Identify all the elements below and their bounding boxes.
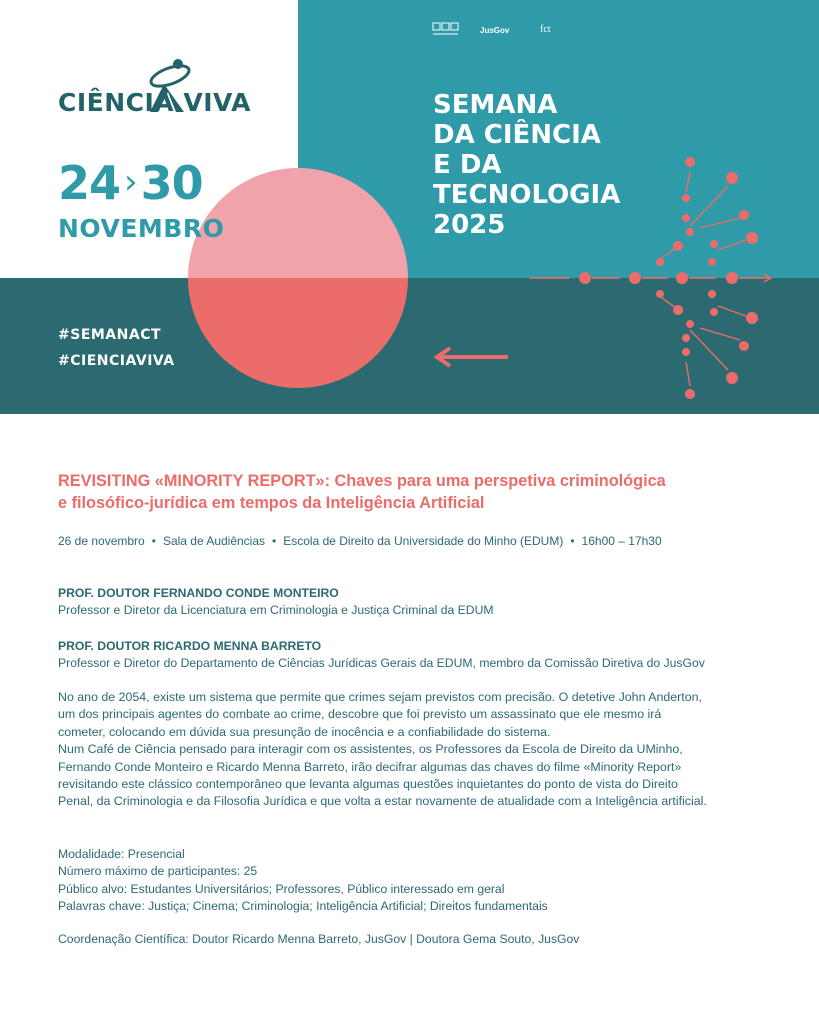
description-line: Penal, da Criminologia e da Filosofia Jurídica e que volta a estar novamente de atualidade com a Inteligência artificial. [58, 794, 707, 809]
jusgov-logo: JusGov [480, 26, 510, 35]
hashtag: #SEMANACT [58, 327, 162, 343]
detail-audience: Público alvo: Estudantes Universitários; Professores, Público interessado em geral [58, 881, 505, 896]
detail-modality: Modalidade: Presencial [58, 847, 185, 861]
hashtag: #CIENCIAVIVA [58, 353, 175, 369]
event-venue: Escola de Direito da Universidade do Minho (EDUM) [283, 534, 564, 548]
event-meta [58, 534, 662, 548]
description-line: um dos principais agentes do combate ao crime, descobre que foi previsto um assassinato que ele mesmo irá [58, 707, 662, 722]
headline-line: TECNOLOGIA [433, 180, 621, 210]
left-arrow-icon [437, 348, 508, 366]
description-line: Fernando Conde Monteiro e Ricardo Menna Barreto, irão decifrar algumas das chaves do filme «Minority Report» [58, 759, 682, 774]
speaker-role: Professor e Diretor da Licenciatura em Criminologia e Justiça Criminal da EDUM [58, 603, 494, 617]
event-date: 26 de novembro [58, 534, 145, 548]
speaker-role: Professor e Diretor do Departamento de Ciências Jurídicas Gerais da EDUM, membro da Comissão Diretiva do JusGov [58, 656, 705, 670]
event-title-line: e filosófico-jurídica em tempos da Inteligência Artificial [58, 494, 485, 512]
date-arrow-icon: › [124, 162, 137, 202]
separator: • [570, 534, 575, 548]
detail-capacity: Número máximo de participantes: 25 [58, 864, 258, 879]
headline-line: E DA [433, 150, 502, 180]
description-line: Num Café de Ciência pensado para interagir com os assistentes, os Professores da Escola de Direito da UMinho, [58, 742, 683, 757]
separator: • [272, 534, 277, 548]
event-title [58, 470, 758, 514]
headline [433, 90, 693, 240]
uminho-emblem-icon [432, 22, 460, 36]
event-room: Sala de Audiências [162, 534, 266, 548]
headline-line: SEMANA [433, 90, 558, 120]
fct-logo: fct [540, 24, 551, 35]
description-line: revisitando este clássico contemporâneo que levanta algumas questões inquietantes do ponto de vista do Direito [58, 777, 678, 792]
detail-keywords: Palavras chave: Justiça; Cinema; Criminologia; Inteligência Artificial; Direitos fundamentais [58, 899, 548, 914]
headline-line: DA CIÊNCIA [433, 120, 601, 150]
headline-line: 2025 [433, 210, 506, 240]
description-line: cometer, colocando em dúvida sua presunção de inocência e a confiabilidade do sistema. [58, 724, 551, 739]
event-dates [58, 156, 203, 210]
separator: • [151, 534, 156, 548]
speaker-name: PROF. DOUTOR FERNANDO CONDE MONTEIRO [58, 586, 339, 600]
date-end: 30 [140, 156, 203, 210]
event-details [58, 846, 548, 916]
date-start: 24 [58, 156, 121, 210]
hashtags [58, 322, 175, 374]
event-time: 16h00 – 17h30 [581, 534, 662, 548]
event-title-line: REVISITING «MINORITY REPORT»: Chaves para uma perspetiva criminológica [58, 472, 666, 490]
event-month: NOVEMBRO [58, 214, 225, 243]
scientific-coordination: Coordenação Científica: Doutor Ricardo Menna Barreto, JusGov | Doutora Gema Souto, JusGov [58, 932, 580, 946]
description-line: No ano de 2054, existe um sistema que permite que crimes sejam previstos com precisão. O detetive John Anderton, [58, 690, 702, 704]
speaker-name: PROF. DOUTOR RICARDO MENNA BARRETO [58, 639, 322, 653]
uminho-logo [432, 22, 464, 38]
ciencia-viva-logo: CIÊNCIA VIVA [58, 88, 251, 117]
event-description [58, 689, 763, 811]
